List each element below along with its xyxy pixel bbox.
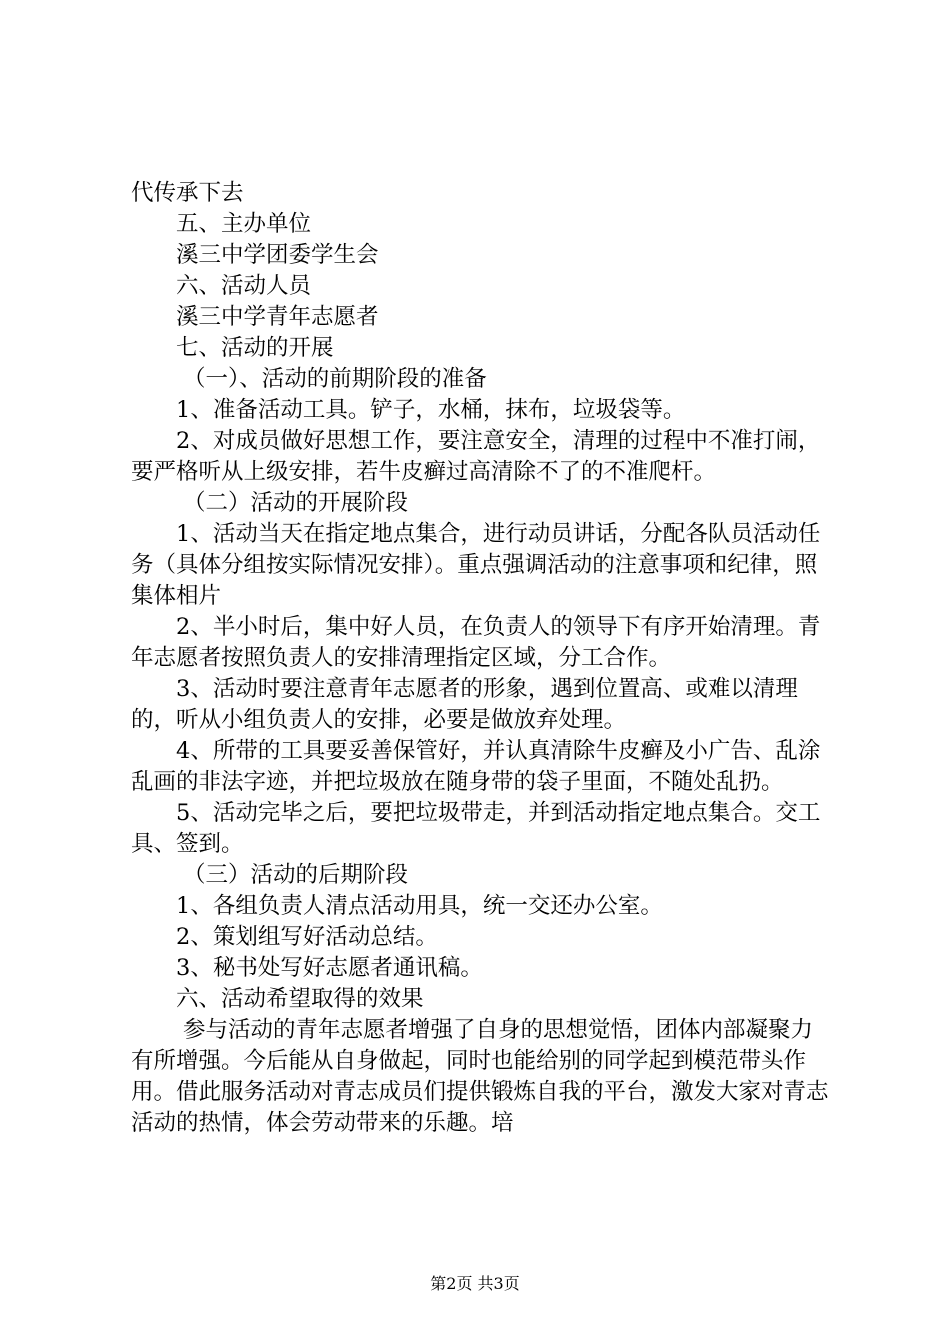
section-heading: 七、活动的开展 xyxy=(176,335,334,361)
paragraph: 代传承下去 xyxy=(131,180,244,206)
list-item: 2、策划组写好活动总结。 xyxy=(176,924,438,950)
list-item: 1、各组负责人清点活动用具，统一交还办公室。 xyxy=(176,893,663,919)
list-item: 5、活动完毕之后，要把垃圾带走，并到活动指定地点集合。交工具、签到。 xyxy=(131,800,821,857)
paragraph: 溪三中学青年志愿者 xyxy=(176,304,379,330)
page-number: 第2页 共3页 xyxy=(430,1274,520,1293)
list-item: 1、准备活动工具。铲子，水桶，抹布，垃圾袋等。 xyxy=(176,397,686,423)
list-item: 4、所带的工具要妥善保管好，并认真清除牛皮癣及小广告、乱涂乱画的非法字迹，并把垃圾放在随身带的袋子里面，不随处乱扔。 xyxy=(131,738,821,795)
list-item: 2、半小时后，集中好人员，在负责人的领导下有序开始清理。青年志愿者按照负责人的安排清理指定区域，分工合作。 xyxy=(131,614,821,671)
list-item: 3、活动时要注意青年志愿者的形象，遇到位置高、或难以清理的，听从小组负责人的安排，必要是做放弃处理。 xyxy=(131,676,798,733)
section-heading: 六、活动希望取得的效果 xyxy=(176,986,424,1012)
list-item: 3、秘书处写好志愿者通讯稿。 xyxy=(176,955,483,981)
subsection-heading: （三）活动的后期阶段 xyxy=(183,862,409,888)
document-body xyxy=(131,178,831,1139)
section-heading: 六、活动人员 xyxy=(176,273,312,299)
subsection-heading: （一）、活动的前期阶段的准备 xyxy=(183,366,487,392)
subsection-heading: （二）活动的开展阶段 xyxy=(183,490,409,516)
paragraph: 溪三中学团委学生会 xyxy=(176,242,379,268)
list-item: 1、活动当天在指定地点集合，进行动员讲话，分配各队员活动任务（具体分组按实际情况安排）。重点强调活动的注意事项和纪律，照集体相片 xyxy=(131,521,821,609)
paragraph: 参与活动的青年志愿者增强了自身的思想觉悟，团体内部凝聚力有所增强。今后能从自身做起，同时也能给别的同学起到模范带头作用。借此服务活动对青志成员们提供锻炼自我的平台，激发大家对青志活动的热情，体会劳动带来的乐趣。培 xyxy=(131,1017,829,1136)
section-heading: 五、主办单位 xyxy=(176,211,312,237)
list-item: 2、对成员做好思想工作，要注意安全，清理的过程中不准打闹，要严格听从上级安排，若牛皮癣过高清除不了的不准爬杆。 xyxy=(131,428,821,485)
